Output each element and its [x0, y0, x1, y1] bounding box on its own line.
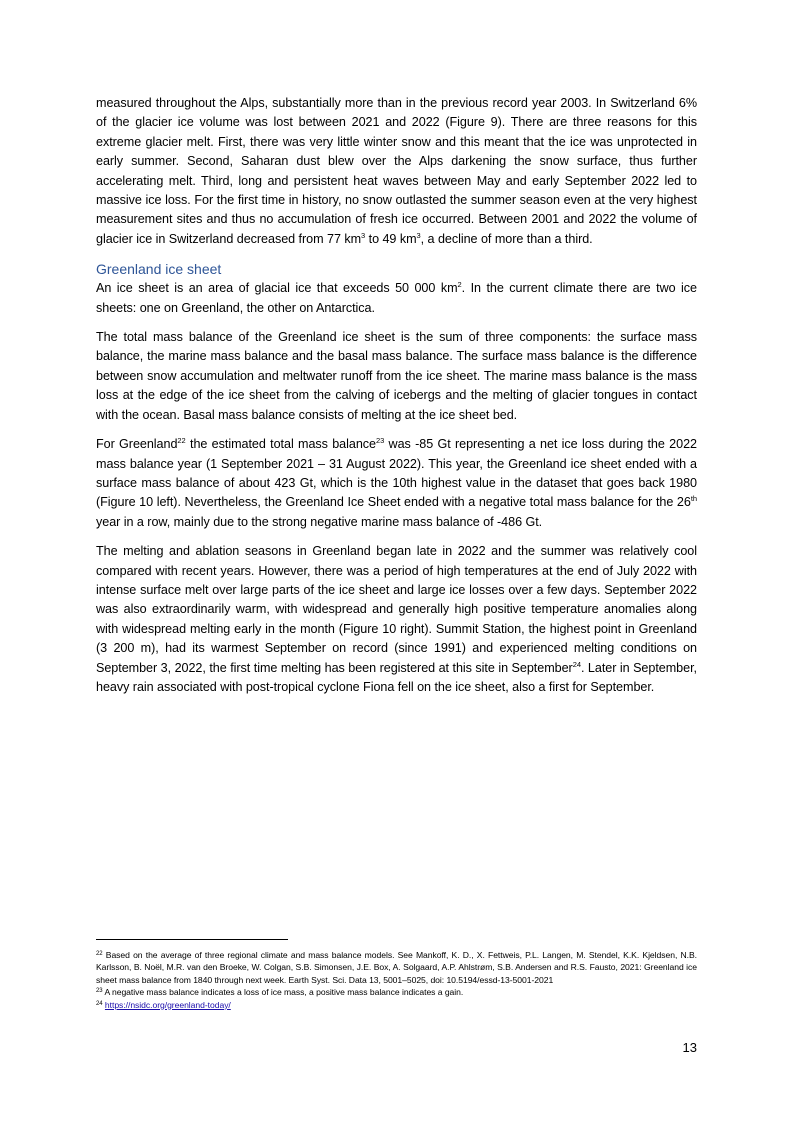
footnote-ref-24[interactable]: 24	[572, 659, 581, 669]
footnote-divider	[96, 939, 288, 940]
footnote-22: $^{22}$ Based on the average of three regional climate and mass balance models. See Mankoff, K. D., X. Fettweis, P.L. Langen, M. Stendel, K.K. Kjeldsen, N.B. Karlsson, B. Noël, M.R. van den Broeke, W. Colgan, S.B. Simonsen, J.E. Box, A. Solgaard, A.P. Ahlstrøm, S.B. Andersen and R.S. Fausto, 2021: Greenland ice sheet mass balance from 1840 through next week. Earth Syst. Sci. Data 13, 5001–5025, doi: 10.5194/essd-13-5001-2021	[96, 950, 697, 985]
paragraph-greenland-total-mass-balance: For Greenland$^{22}$ the estimated total mass balance$^{23}$ was -85 Gt representing a net ice loss during the 2022 mass balance year (1 September 2021 – 31 August 2022). This year, the Greenland ice sheet ended with a surface mass balance of about 423 Gt, which is the 10th highest value in the dataset that goes back 1980 (Figure 10 left). Nevertheless, the Greenland Ice Sheet ended with a negative total mass balance for the 26th year in a row, mainly due to the strong negative marine mass balance of -486 Gt.	[96, 436, 697, 529]
section-heading-greenland: Greenland ice sheet	[96, 261, 222, 278]
footnote-ref-23[interactable]: 23	[375, 436, 385, 446]
paragraph-alps-glacier-loss: measured throughout the Alps, substantially more than in the previous record year 2003. In Switzerland 6% of the glacier ice volume was lost between 2021 and 2022 (Figure 9). There are three reasons for this extreme glacier melt. First, there was very little winter snow and this meant that the ice was unprotected in early summer. Second, Saharan dust blew over the Alps darkening the snow surface, thus further accelerating melt. Third, long and persistent heat waves between May and early September 2022 led to massive ice loss. For the first time in history, no snow outlasted the summer season even at the very highest measurement sites and thus no accumulation of fresh ice occurred. Between 2001 and 2022 the volume of glacier ice in Switzerland decreased from 77 $km^3$ to 49 $km^3$, a decline of more than a third.	[96, 96, 697, 246]
paragraph-mass-balance-components: The total mass balance of the Greenland ice sheet is the sum of three components: the surface mass balance, the marine mass balance and the basal mass balance. The surface mass balance is the difference between snow accumulation and meltwater runoff from the ice sheet. The marine mass balance is the mass loss at the edge of the ice sheet from the calving of icebergs and the melting of glacier tongues in contact with the ocean. Basal mass balance consists of melting at the ice sheet bed.	[96, 330, 697, 422]
page-number: 13	[682, 1040, 697, 1055]
body-text	[96, 94, 697, 707]
nsidc-link[interactable]: https://nsidc.org/greenland-today/	[104, 999, 231, 1010]
footnote-23: $^{23}$ A negative mass balance indicates a loss of ice mass, a positive mass balance indicates a gain.	[96, 987, 464, 998]
paragraph-melting-season: The melting and ablation seasons in Greenland began late in 2022 and the summer was relatively cool compared with recent years. However, there was a period of high temperatures at the end of July 2022 with intense surface melt over large parts of the ice sheet and large ice losses over a few days. September 2022 was also extraordinarily warm, with widespread and generally high positive temperature anomalies along with widespread melting early in the month (Figure 10 right). Summit Station, the highest point in Greenland (3 200 m), had its warmest September on record (since 1991) and experienced melting conditions on September 3, 2022, the first time melting has been registered at this site in September$^{24}$. Later in September, heavy rain associated with post-tropical cyclone Fiona fell on the ice sheet, also a first for September.	[96, 544, 697, 694]
footnotes	[96, 939, 697, 1011]
paragraph-ice-sheet-definition: An ice sheet is an area of glacial ice that exceeds 50 000 $km^2$. In the current climate there are two ice sheets: one on Greenland, the other on Antarctica.	[96, 280, 697, 315]
footnote-24: $^{24}$ https://nsidc.org/greenland-today/	[96, 999, 231, 1010]
footnote-ref-22[interactable]: 22	[177, 436, 186, 446]
